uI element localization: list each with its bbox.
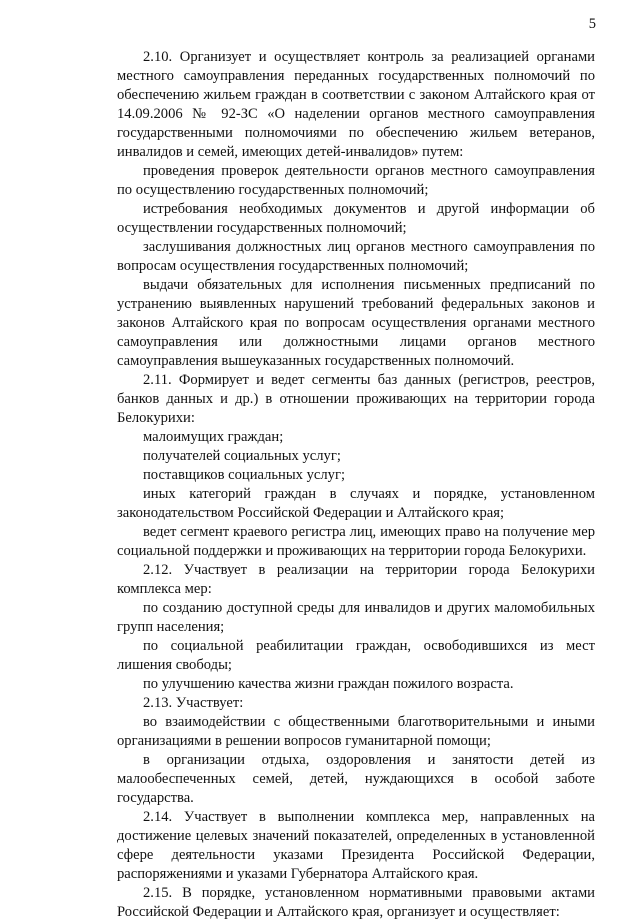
paragraph: 2.10. Организует и осуществляет контроль за реализацией органами местного самоуправления переданных государственных полномочий по обеспечению жильем граждан в соответствии с законом Алтайского края от 14.09.2006 № 92-ЗС «О наделении органов местного самоуправления государственными полномочиями по обеспечению жильем ветеранов, инвалидов и семей, имеющих детей-инвалидов» путем:	[117, 49, 595, 160]
list-item: получателей социальных услуг;	[143, 448, 341, 464]
paragraph: истребования необходимых документов и другой информации об осуществлении государственных полномочий;	[117, 201, 595, 236]
paragraph: по улучшению качества жизни граждан пожилого возраста.	[143, 676, 514, 692]
paragraph: проведения проверок деятельности органов местного самоуправления по осуществлению государственных полномочий;	[117, 163, 595, 198]
paragraph: 2.14. Участвует в выполнении комплекса мер, направленных на достижение целевых значений показателей, определенных в установленной сфере деятельности указами Президента Российской Федерации, распоряжениями и указами Губернатора Алтайского края.	[117, 809, 595, 882]
list-item: поставщиков социальных услуг;	[143, 467, 345, 483]
paragraph: 2.15. В порядке, установленном нормативными правовыми актами Российской Федерации и Алтайского края, организует и осуществляет:	[117, 885, 595, 920]
document-body	[117, 48, 595, 922]
list-item: малоимущих граждан;	[143, 429, 284, 445]
paragraph: во взаимодействии с общественными благотворительными и иными организациями в решении вопросов гуманитарной помощи;	[117, 714, 595, 749]
paragraph: ведет сегмент краевого регистра лиц, имеющих право на получение мер социальной поддержки и проживающих на территории города Белокурихи.	[117, 524, 595, 559]
paragraph: по созданию доступной среды для инвалидов и других маломобильных групп населения;	[117, 600, 595, 635]
page-number: 5	[588, 16, 596, 32]
paragraph: в организации отдыха, оздоровления и занятости детей из малообеспеченных семей, детей, нуждающихся в особой заботе государства.	[117, 752, 595, 806]
paragraph: 2.11. Формирует и ведет сегменты баз данных (регистров, реестров, банков данных и др.) в отношении проживающих на территории города Белокурихи:	[117, 372, 595, 426]
paragraph: 2.13. Участвует:	[143, 695, 244, 711]
paragraph: по социальной реабилитации граждан, освободившихся из мест лишения свободы;	[117, 638, 595, 673]
paragraph: выдачи обязательных для исполнения письменных предписаний по устранению выявленных нарушений требований федеральных законов и законов Алтайского края по вопросам осуществления органами местного самоуправления или должностными лицами органов местного самоуправления вышеуказанных государственных полномочий.	[117, 277, 595, 369]
paragraph: иных категорий граждан в случаях и порядке, установленном законодательством Российской Федерации и Алтайского края;	[117, 486, 595, 521]
paragraph: заслушивания должностных лиц органов местного самоуправления по вопросам осуществления государственных полномочий;	[117, 239, 595, 274]
paragraph: 2.12. Участвует в реализации на территории города Белокурихи комплекса мер:	[117, 562, 595, 597]
